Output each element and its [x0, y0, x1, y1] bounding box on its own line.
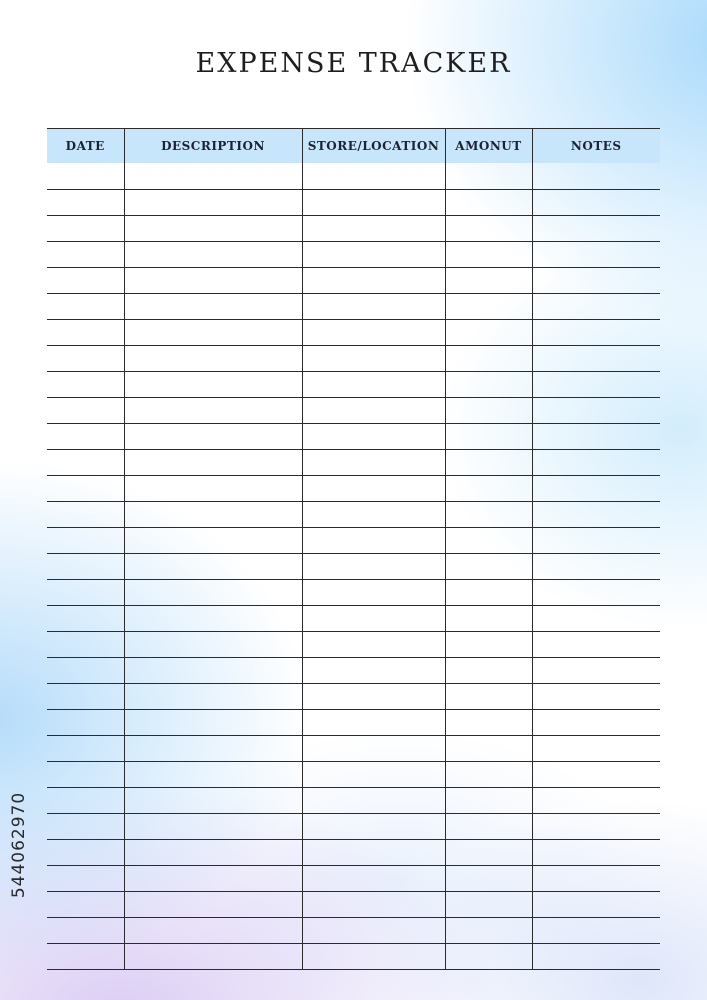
cell-amount[interactable] — [445, 502, 532, 528]
table-row — [47, 242, 660, 268]
cell-description[interactable] — [124, 450, 302, 476]
cell-date[interactable] — [47, 294, 124, 320]
cell-amount[interactable] — [445, 866, 532, 892]
table-row — [47, 216, 660, 242]
cell-amount[interactable] — [445, 606, 532, 632]
cell-date[interactable] — [47, 866, 124, 892]
cell-notes[interactable] — [532, 866, 660, 892]
cell-store-location[interactable] — [302, 892, 445, 918]
cell-notes[interactable] — [532, 788, 660, 814]
cell-description[interactable] — [124, 190, 302, 216]
cell-description[interactable] — [124, 294, 302, 320]
cell-date[interactable] — [47, 190, 124, 216]
cell-notes[interactable] — [532, 736, 660, 762]
cell-store-location[interactable] — [302, 736, 445, 762]
cell-description[interactable] — [124, 684, 302, 710]
cell-amount[interactable] — [445, 476, 532, 502]
cell-amount[interactable] — [445, 346, 532, 372]
cell-store-location[interactable] — [302, 216, 445, 242]
cell-description[interactable] — [124, 476, 302, 502]
column-header-notes: NOTES — [532, 129, 660, 164]
cell-notes[interactable] — [532, 476, 660, 502]
cell-store-location[interactable] — [302, 190, 445, 216]
cell-store-location[interactable] — [302, 242, 445, 268]
cell-store-location[interactable] — [302, 398, 445, 424]
cell-date[interactable] — [47, 710, 124, 736]
cell-notes[interactable] — [532, 163, 660, 190]
table-row — [47, 294, 660, 320]
cell-description[interactable] — [124, 554, 302, 580]
cell-date[interactable] — [47, 242, 124, 268]
cell-notes[interactable] — [532, 450, 660, 476]
cell-description[interactable] — [124, 398, 302, 424]
cell-date[interactable] — [47, 840, 124, 866]
cell-notes[interactable] — [532, 892, 660, 918]
cell-store-location[interactable] — [302, 632, 445, 658]
cell-date[interactable] — [47, 762, 124, 788]
cell-description[interactable] — [124, 216, 302, 242]
cell-description[interactable] — [124, 762, 302, 788]
cell-notes[interactable] — [532, 190, 660, 216]
cell-description[interactable] — [124, 424, 302, 450]
cell-amount[interactable] — [445, 424, 532, 450]
cell-date[interactable] — [47, 684, 124, 710]
cell-description[interactable] — [124, 814, 302, 840]
table-row — [47, 892, 660, 918]
table-row — [47, 320, 660, 346]
cell-store-location[interactable] — [302, 762, 445, 788]
cell-amount[interactable] — [445, 788, 532, 814]
cell-date[interactable] — [47, 216, 124, 242]
table-row — [47, 944, 660, 970]
cell-date[interactable] — [47, 320, 124, 346]
cell-notes[interactable] — [532, 684, 660, 710]
cell-store-location[interactable] — [302, 554, 445, 580]
cell-date[interactable] — [47, 502, 124, 528]
table-row — [47, 788, 660, 814]
cell-amount[interactable] — [445, 294, 532, 320]
cell-description[interactable] — [124, 163, 302, 190]
cell-amount[interactable] — [445, 944, 532, 970]
table-row — [47, 372, 660, 398]
cell-date[interactable] — [47, 424, 124, 450]
cell-notes[interactable] — [532, 216, 660, 242]
cell-notes[interactable] — [532, 762, 660, 788]
cell-date[interactable] — [47, 632, 124, 658]
cell-store-location[interactable] — [302, 502, 445, 528]
cell-notes[interactable] — [532, 580, 660, 606]
cell-date[interactable] — [47, 268, 124, 294]
cell-notes[interactable] — [532, 710, 660, 736]
cell-date[interactable] — [47, 450, 124, 476]
table-row — [47, 424, 660, 450]
cell-description[interactable] — [124, 502, 302, 528]
table-row — [47, 736, 660, 762]
cell-description[interactable] — [124, 840, 302, 866]
cell-description[interactable] — [124, 892, 302, 918]
cell-date[interactable] — [47, 606, 124, 632]
cell-notes[interactable] — [532, 424, 660, 450]
table-body — [47, 163, 660, 970]
cell-date[interactable] — [47, 736, 124, 762]
expense-table — [47, 128, 660, 970]
cell-notes[interactable] — [532, 658, 660, 684]
cell-notes[interactable] — [532, 268, 660, 294]
column-header-store-location: STORE/LOCATION — [302, 129, 445, 164]
cell-description[interactable] — [124, 658, 302, 684]
cell-store-location[interactable] — [302, 944, 445, 970]
cell-notes[interactable] — [532, 242, 660, 268]
cell-description[interactable] — [124, 372, 302, 398]
cell-amount[interactable] — [445, 736, 532, 762]
cell-amount[interactable] — [445, 580, 532, 606]
cell-store-location[interactable] — [302, 658, 445, 684]
cell-date[interactable] — [47, 528, 124, 554]
cell-description[interactable] — [124, 528, 302, 554]
cell-amount[interactable] — [445, 918, 532, 944]
cell-amount[interactable] — [445, 450, 532, 476]
table-row — [47, 606, 660, 632]
cell-store-location[interactable] — [302, 320, 445, 346]
cell-amount[interactable] — [445, 658, 532, 684]
cell-amount[interactable] — [445, 398, 532, 424]
cell-date[interactable] — [47, 918, 124, 944]
column-header-amount: AMONUT — [445, 129, 532, 164]
table-row — [47, 840, 660, 866]
cell-amount[interactable] — [445, 684, 532, 710]
cell-notes[interactable] — [532, 398, 660, 424]
table-row — [47, 762, 660, 788]
cell-description[interactable] — [124, 736, 302, 762]
cell-store-location[interactable] — [302, 684, 445, 710]
cell-amount[interactable] — [445, 190, 532, 216]
table-row — [47, 684, 660, 710]
table-row — [47, 580, 660, 606]
cell-description[interactable] — [124, 606, 302, 632]
cell-date[interactable] — [47, 163, 124, 190]
cell-description[interactable] — [124, 320, 302, 346]
cell-notes[interactable] — [532, 606, 660, 632]
table-row — [47, 476, 660, 502]
cell-store-location[interactable] — [302, 866, 445, 892]
cell-date[interactable] — [47, 476, 124, 502]
cell-description[interactable] — [124, 346, 302, 372]
cell-amount[interactable] — [445, 814, 532, 840]
cell-description[interactable] — [124, 268, 302, 294]
table-row — [47, 918, 660, 944]
cell-store-location[interactable] — [302, 294, 445, 320]
cell-date[interactable] — [47, 372, 124, 398]
cell-description[interactable] — [124, 866, 302, 892]
table-row — [47, 710, 660, 736]
cell-store-location[interactable] — [302, 814, 445, 840]
cell-notes[interactable] — [532, 944, 660, 970]
cell-date[interactable] — [47, 346, 124, 372]
cell-store-location[interactable] — [302, 476, 445, 502]
cell-amount[interactable] — [445, 892, 532, 918]
cell-notes[interactable] — [532, 814, 660, 840]
cell-date[interactable] — [47, 658, 124, 684]
cell-notes[interactable] — [532, 372, 660, 398]
table-row — [47, 268, 660, 294]
cell-store-location[interactable] — [302, 918, 445, 944]
table-row — [47, 450, 660, 476]
column-header-date: DATE — [47, 129, 124, 164]
stock-watermark — [4, 760, 34, 930]
cell-store-location[interactable] — [302, 710, 445, 736]
cell-date[interactable] — [47, 944, 124, 970]
cell-notes[interactable] — [532, 840, 660, 866]
table-row — [47, 554, 660, 580]
table-row — [47, 658, 660, 684]
cell-amount[interactable] — [445, 840, 532, 866]
cell-store-location[interactable] — [302, 346, 445, 372]
table-row — [47, 163, 660, 190]
cell-description[interactable] — [124, 788, 302, 814]
cell-date[interactable] — [47, 788, 124, 814]
cell-store-location[interactable] — [302, 372, 445, 398]
cell-notes[interactable] — [532, 528, 660, 554]
cell-amount[interactable] — [445, 242, 532, 268]
cell-amount[interactable] — [445, 320, 532, 346]
cell-amount[interactable] — [445, 163, 532, 190]
cell-amount[interactable] — [445, 528, 532, 554]
cell-date[interactable] — [47, 892, 124, 918]
cell-description[interactable] — [124, 580, 302, 606]
cell-amount[interactable] — [445, 710, 532, 736]
table-row — [47, 190, 660, 216]
table-row — [47, 528, 660, 554]
table-row — [47, 814, 660, 840]
cell-description[interactable] — [124, 632, 302, 658]
cell-notes[interactable] — [532, 320, 660, 346]
table-row — [47, 346, 660, 372]
cell-date[interactable] — [47, 398, 124, 424]
column-header-description: DESCRIPTION — [124, 129, 302, 164]
cell-store-location[interactable] — [302, 268, 445, 294]
cell-date[interactable] — [47, 554, 124, 580]
cell-notes[interactable] — [532, 918, 660, 944]
cell-description[interactable] — [124, 918, 302, 944]
cell-store-location[interactable] — [302, 424, 445, 450]
cell-store-location[interactable] — [302, 450, 445, 476]
cell-amount[interactable] — [445, 762, 532, 788]
cell-store-location[interactable] — [302, 163, 445, 190]
table-row — [47, 398, 660, 424]
table-header-row — [47, 129, 660, 164]
cell-amount[interactable] — [445, 216, 532, 242]
cell-amount[interactable] — [445, 372, 532, 398]
cell-store-location[interactable] — [302, 580, 445, 606]
cell-date[interactable] — [47, 814, 124, 840]
cell-notes[interactable] — [532, 346, 660, 372]
cell-notes[interactable] — [532, 554, 660, 580]
cell-store-location[interactable] — [302, 840, 445, 866]
watermark-id: 544062970 — [9, 791, 29, 899]
table-row — [47, 866, 660, 892]
cell-amount[interactable] — [445, 268, 532, 294]
cell-store-location[interactable] — [302, 606, 445, 632]
cell-description[interactable] — [124, 242, 302, 268]
cell-notes[interactable] — [532, 632, 660, 658]
cell-date[interactable] — [47, 580, 124, 606]
table-row — [47, 632, 660, 658]
cell-description[interactable] — [124, 710, 302, 736]
cell-amount[interactable] — [445, 554, 532, 580]
cell-store-location[interactable] — [302, 528, 445, 554]
cell-notes[interactable] — [532, 294, 660, 320]
page-title: EXPENSE TRACKER — [195, 48, 512, 79]
cell-amount[interactable] — [445, 632, 532, 658]
table-row — [47, 502, 660, 528]
cell-notes[interactable] — [532, 502, 660, 528]
cell-description[interactable] — [124, 944, 302, 970]
cell-store-location[interactable] — [302, 788, 445, 814]
